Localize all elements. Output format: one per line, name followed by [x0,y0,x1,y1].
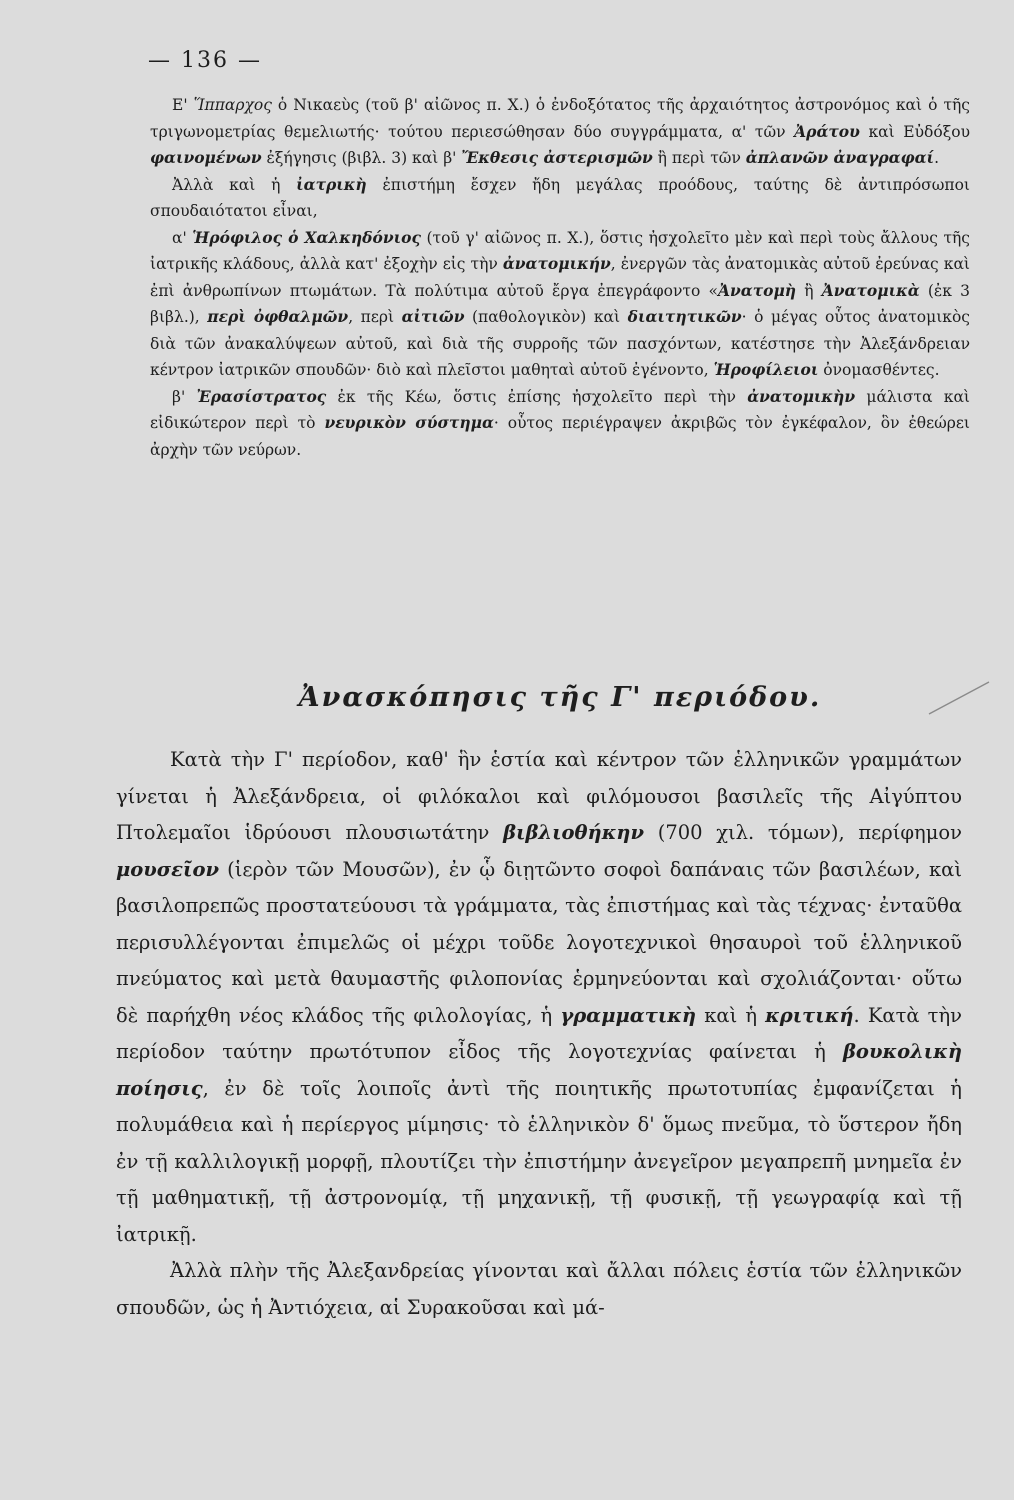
emphasis: Ἀράτου [794,121,860,141]
text-run: β' [172,387,197,406]
text-run: (ἐκ 3 βιβλ.), [150,281,970,326]
emphasis: ἀνατομικήν [502,254,611,273]
emphasis: φαινομένων [150,148,262,167]
paragraph-erasistratus [150,384,970,464]
emphasis: κριτική [765,1003,854,1027]
text-run: . Κατὰ τὴν περίοδον ταύτην πρωτότυπον εἶδος τῆς λογοτεχνίας φαίνεται ἡ [116,1003,962,1063]
text-run: Κατὰ τὴν Γ' περίοδον, καθ' ἣν ἑστία καὶ κέντρον τῶν ἑλληνικῶν γραμμάτων γίνεται ἡ Ἀλεξάνδρεια, οἱ φιλόκαλοι καὶ φιλόμουσοι βασιλεῖς τῆς Αἰγύπτου Πτολεμαῖοι ἱδρύουσι πλουσιωτάτην [116,748,962,844]
text-run: · ὁ μέγας οὗτος ἀνατομικὸς διὰ τῶν ἀνακαλύψεων αὐτοῦ, καὶ διὰ τῆς συρροῆς τῶν πασχόντων, κατέστησε τὴν Ἀλεξάνδρειαν κέντρον ἰατρικῶν σπουδῶν· διὸ καὶ πλεῖστοι μαθηταὶ αὐτοῦ ἐγένοντο, [150,308,970,379]
emphasis: περὶ ὀφθαλμῶν [207,307,349,326]
emphasis: Ἡροφίλειοι [713,360,819,379]
main-text-block [116,742,962,1326]
paragraph-other-cities [116,1253,962,1326]
upper-text-block [150,92,970,463]
emphasis: ἀνατομικὴν [747,386,856,406]
emphasis: νευρικὸν σύστημα [324,413,494,432]
emphasis: αἰτιῶν [401,307,465,326]
text-run: , ἐν δὲ τοῖς λοιποῖς ἀντὶ τῆς ποιητικῆς πρωτοτυπίας ἐμφανίζεται ἡ πολυμάθεια καὶ ἡ περίεργος μίμησις· τὸ ἑλληνικὸν δ' ὅμως πνεῦμα, τὸ ὕστερον ἤδη ἐν τῇ καλλιλογικῇ μορφῇ, πλουτίζει τὴν ἐπιστήμην ἀνεγεῖρον μεγαπρεπῆ μνημεῖα ἐν τῇ μαθηματικῇ, τῇ ἀστρονομίᾳ, τῇ μηχανικῇ, τῇ φυσικῇ, τῇ γεωγραφίᾳ καὶ τῇ ἰατρικῇ. [116,1076,962,1246]
paragraph-hipparchus [150,92,970,172]
text-run: καὶ Εὐδόξου [859,122,970,141]
page-number: — 136 — [148,48,262,73]
emphasis: γραμματικὴ [560,1003,697,1027]
text-run: α' [172,228,193,247]
text-run: Ἀλλὰ καὶ ἡ [172,175,297,194]
emphasis: ἀπλανῶν ἀναγραφαί [745,148,935,167]
text-run: ὀνομασθέντες. [818,361,940,379]
text-run: ἐπιστήμη ἔσχεν ἤδη μεγάλας προόδους, ταύτης δὲ ἀντιπρόσωποι σπουδαιότατοι εἶναι, [150,175,970,220]
text-run: . [934,149,939,167]
text-run: ἢ περὶ τῶν [652,149,746,167]
text-run: Ἀλλὰ πλὴν τῆς Ἀλεξανδρείας γίνονται καὶ ἄλλαι πόλεις ἑστία τῶν ἑλληνικῶν σπουδῶν, ὡς ἡ Ἀντιόχεια, αἱ Συρακοῦσαι καὶ μά- [116,1259,962,1319]
emphasis: Ἀνατομικὰ [821,280,920,300]
text-run: · οὗτος περιέγραψεν ἀκριβῶς τὸν ἐγκέφαλον, ὃν ἐθεώρει ἀρχὴν τῶν νεύρων. [150,414,970,459]
emphasis: βουκολικὴ ποίησις [116,1040,962,1100]
emphasis: Ἡρόφιλος ὁ Χαλκηδόνιος [192,227,421,247]
text-run: (τοῦ γ' αἰῶνος π. Χ.), ὅστις ἠσχολεῖτο μὲν καὶ περὶ τοὺς ἄλλους τῆς ἰατρικῆς κλάδους, ἀλλὰ κατ' ἐξοχὴν εἰς τὴν [150,228,970,273]
emphasis: διαιτητικῶν [627,307,742,326]
emphasis: ἰατρικὴ [296,174,367,194]
text-run: ἐξήγησις (βιβλ. 3) καὶ β' [261,149,462,167]
text-run: ἐκ τῆς Κέω, ὅστις ἐπίσης ἠσχολεῖτο περὶ τὴν [326,387,748,406]
emphasis: Ἀνατομὴ [717,280,797,300]
text-run: (700 χιλ. τόμων), περίφημον [644,821,962,844]
emphasis: Ἔκθεσις ἀστερισμῶν [461,148,653,167]
emphasis: Ἐρασίστρατος [196,386,327,406]
text-run: μάλιστα καὶ εἰδικώτερον περὶ τὸ [150,387,970,432]
text-run: (ἱερὸν τῶν Μουσῶν), ἐν ᾧ διῃτῶντο σοφοὶ δαπάναις τῶν βασιλέων, καὶ βασιλοπρεπῶς προστατεύουσι τὰ γράμματα, τὰς ἐπιστήμας καὶ τὰς τέχνας· ἐνταῦθα περισυλλέγονται ἐπιμελῶς οἱ μέχρι τοῦδε λογοτεχνικοὶ θησαυροὶ τοῦ ἑλληνικοῦ πνεύματος καὶ μετὰ θαυμαστῆς φιλοπονίας ἑρμηνεύονται καὶ σχολιάζονται· οὕτω δὲ παρήχθη νέος κλάδος τῆς φιλολογίας, ἡ [116,857,962,1027]
paragraph-herophilus [150,225,970,384]
text-run: ὁ Νικαεὺς (τοῦ β' αἰῶνος π. Χ.) ὁ ἐνδοξότατος τῆς ἀρχαιότητος ἀστρονόμος καὶ ὁ τῆς τριγωνομετρίας θεμελιωτής· τούτου περιεσώθησαν δύο συγγράμματα, α' τῶν [150,96,970,141]
emphasis-name: Ἵππαρχος [193,96,272,114]
paragraph-overview [116,742,962,1253]
section-title: Ἀνασκόπησις τῆς Γ' περιόδου. [298,682,822,713]
paragraph-medicine [150,172,970,225]
pencil-mark [925,678,995,718]
text-run: καὶ ἡ [696,1003,766,1027]
text-run: , ἐνεργῶν τὰς ἀνατομικὰς αὐτοῦ ἐρεύνας καὶ ἐπὶ ἀνθρωπίνων πτωμάτων. Τὰ πολύτιμα αὐτοῦ ἔργα ἐπεγράφοντο « [150,255,970,300]
text-run: , περὶ [348,308,402,326]
text-run: (παθολογικὸν) καὶ [464,308,628,326]
text-run: Ε' [172,96,194,114]
emphasis: μουσεῖον [116,857,220,881]
emphasis: βιβλιοθήκην [503,821,645,844]
text-run: ἢ [796,281,822,300]
